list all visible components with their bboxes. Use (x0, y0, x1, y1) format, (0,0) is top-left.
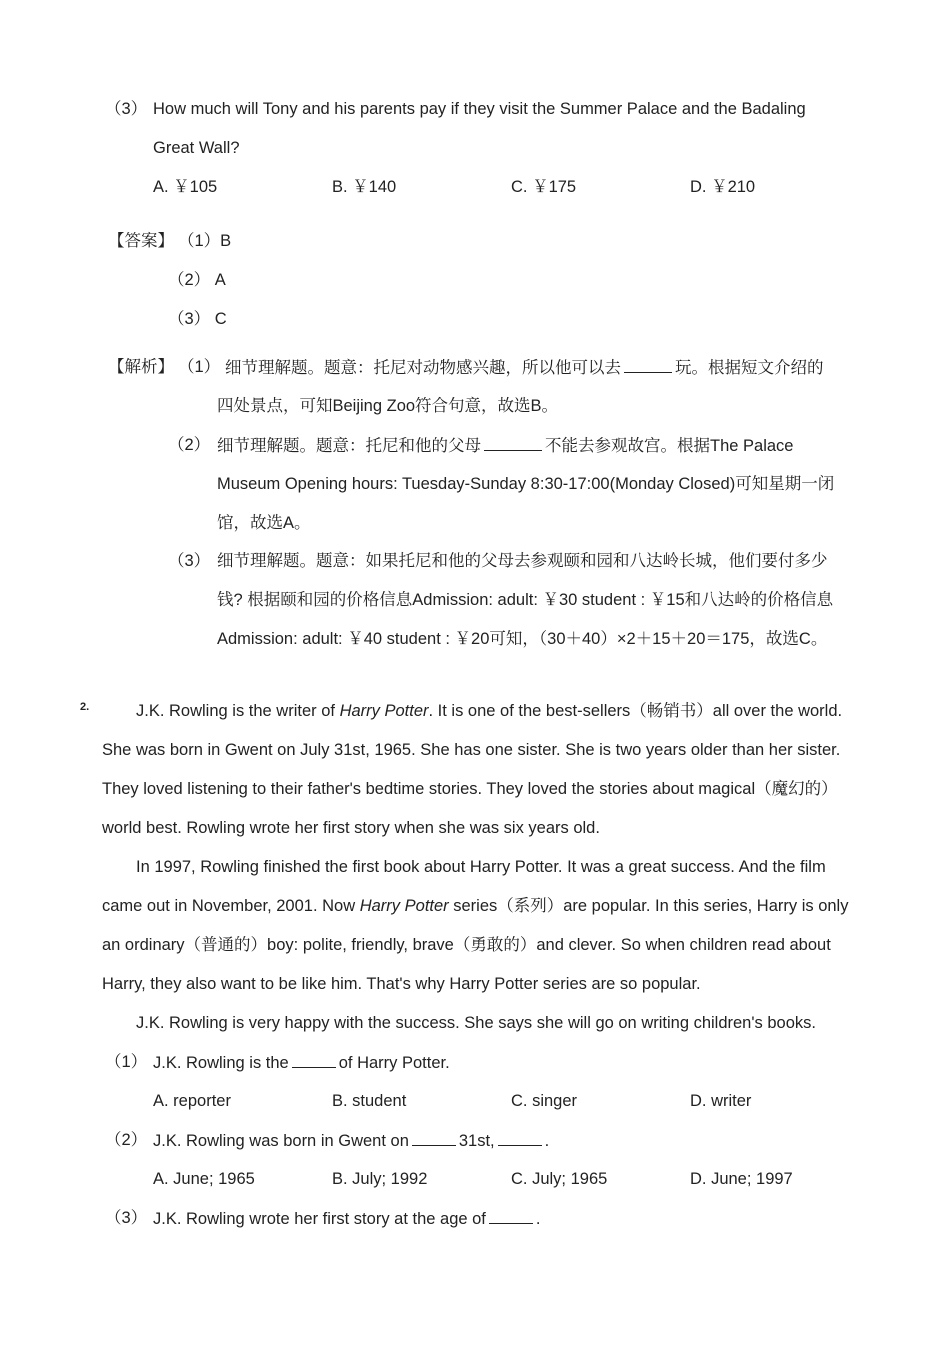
analysis-1-line2: 四处景点，可知Beijing Zoo符合句意，故选B。 (217, 397, 559, 415)
answer-item-3: （3） C (168, 310, 227, 328)
q1-sub3-option-c: C. ￥175 (511, 178, 577, 196)
answer-blank (498, 1129, 542, 1146)
answer-blank (412, 1129, 456, 1146)
q2-sub2-option-c: C. July; 1965 (511, 1170, 608, 1188)
q1-sub3-line2: Great Wall? (153, 139, 240, 157)
analysis-2-line1-b: 不能去参观故宫。根据The Palace (545, 437, 794, 455)
p1-line1-a: J.K. Rowling is the writer of (136, 702, 340, 720)
q2-sub2-option-a: A. June; 1965 (153, 1170, 255, 1188)
answer-blank (292, 1051, 336, 1068)
q1-sub3-label: （3） (105, 100, 148, 118)
question-number: 2. (80, 701, 90, 713)
analysis-3-line2: 钱? 根据颐和园的价格信息Admission: adult: ￥30 student : ￥15和八达岭的价格信息 (217, 591, 834, 609)
q2-sub1-option-a: A. reporter (153, 1092, 231, 1110)
book-title: Harry Potter (359, 897, 449, 915)
q2-sub1-question (153, 1051, 450, 1074)
q2-sub1-text-a: J.K. Rowling is the (153, 1054, 289, 1072)
passage-p1-line3: They loved listening to their father's bedtime stories. They loved the stories about magical（魔幻的） (102, 780, 838, 798)
answer-item-1: （1）B (178, 232, 232, 250)
passage-p2-line4: Harry, they also want to be like him. That's why Harry Potter series are so popular. (102, 975, 701, 993)
analysis-2-line1-a: 细节理解题。题意：托尼和他的父母 (217, 437, 481, 455)
passage-p1-line4: world best. Rowling wrote her first story when she was six years old. (102, 819, 600, 837)
q2-sub1-option-c: C. singer (511, 1092, 578, 1110)
answer-tag: 【答案】 (108, 232, 174, 250)
q2-sub3-text-b: . (535, 1210, 541, 1228)
analysis-3-line1: 细节理解题。题意：如果托尼和他的父母去参观颐和园和八达岭长城，他们要付多少 (217, 552, 828, 570)
q2-sub3-label: （3） (105, 1209, 148, 1227)
q2-sub2-question (153, 1129, 549, 1152)
passage-p1-line1 (136, 700, 842, 722)
passage-p2-line1: In 1997, Rowling finished the first book about Harry Potter. It was a great success. And the film (136, 858, 826, 876)
passage-p2-line2 (102, 895, 848, 917)
q2-sub1-text-b: of Harry Potter. (338, 1054, 450, 1072)
q1-sub3-option-d: D. ￥210 (690, 178, 756, 196)
analysis-1-line1-a: 细节理解题。题意：托尼对动物感兴趣，所以他可以去 (225, 359, 621, 377)
passage-p3: J.K. Rowling is very happy with the success. She says she will go on writing children's books. (136, 1014, 816, 1032)
analysis-3-label: （3） (168, 552, 211, 570)
analysis-tag: 【解析】 (108, 358, 174, 376)
passage-p2-line3: an ordinary（普通的）boy: polite, friendly, brave（勇敢的）and clever. So when children read about (102, 936, 831, 954)
q1-sub3-option-b: B. ￥140 (332, 178, 397, 196)
analysis-2-line2: Museum Opening hours: Tuesday-Sunday 8:30-17:00(Monday Closed)可知星期一闭 (217, 475, 835, 493)
analysis-1-line1-b: 玩。根据短文介绍的 (675, 359, 824, 377)
analysis-2-label: （2） (168, 436, 211, 454)
q1-sub3-option-a: A. ￥105 (153, 178, 218, 196)
p2-line2-a: came out in November, 2001. Now (102, 897, 360, 915)
analysis-3-line3: Admission: adult: ￥40 student : ￥20可知，（30＋40）×2＋15＋20＝175，故选C。 (217, 630, 828, 648)
answer-blank (489, 1207, 533, 1224)
q2-sub2-text-c: . (544, 1132, 550, 1150)
q2-sub3-text-a: J.K. Rowling wrote her first story at the age of (153, 1210, 486, 1228)
analysis-1-label: （1） (178, 358, 221, 376)
q2-sub2-text-a: J.K. Rowling was born in Gwent on (153, 1132, 409, 1150)
answer-blank (484, 434, 542, 451)
p1-line1-b: . It is one of the best-sellers（畅销书）all over the world. (428, 702, 843, 720)
q2-sub2-option-b: B. July; 1992 (332, 1170, 428, 1188)
book-title: Harry Potter (339, 702, 429, 720)
analysis-1-line1 (225, 356, 824, 379)
analysis-2-line1 (217, 434, 793, 457)
answer-blank (624, 356, 672, 373)
q1-sub3-line1: How much will Tony and his parents pay if they visit the Summer Palace and the Badaling (153, 100, 806, 118)
answer-item-2: （2） A (168, 271, 226, 289)
q2-sub1-option-d: D. writer (690, 1092, 752, 1110)
q2-sub1-label: （1） (105, 1053, 148, 1071)
q2-sub2-option-d: D. June; 1997 (690, 1170, 793, 1188)
analysis-2-line3: 馆，故选A。 (217, 514, 311, 532)
q2-sub2-text-b: 31st, (458, 1132, 495, 1150)
passage-p1-line2: She was born in Gwent on July 31st, 1965. She has one sister. She is two years older than her sister. (102, 741, 841, 759)
p2-line2-b: series（系列）are popular. In this series, Harry is only (448, 897, 849, 915)
q2-sub3-question (153, 1207, 541, 1230)
q2-sub1-option-b: B. student (332, 1092, 407, 1110)
q2-sub2-label: （2） (105, 1131, 148, 1149)
